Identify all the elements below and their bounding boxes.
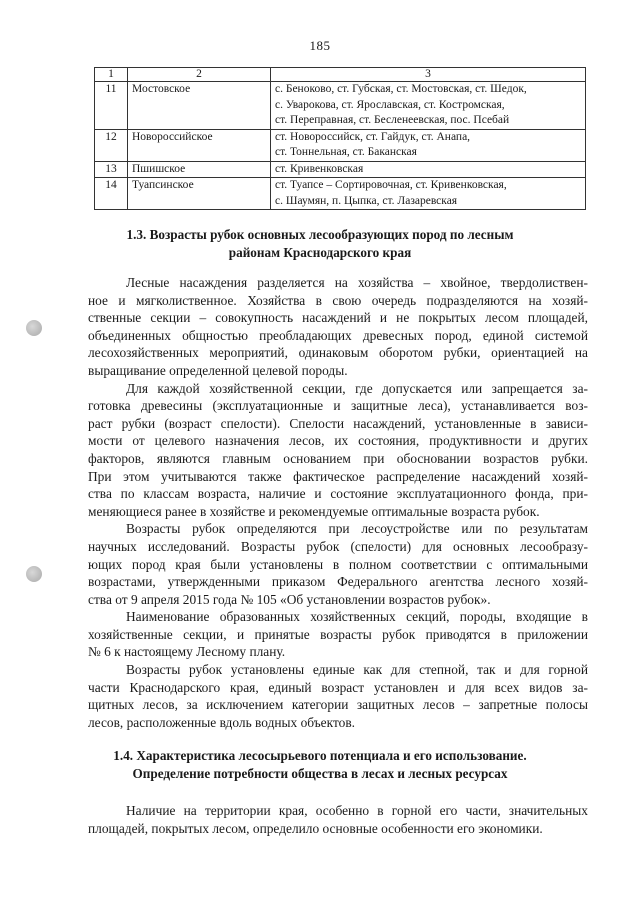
stations-line: с. Шаумян, п. Цыпка, ст. Лазаревская bbox=[275, 194, 458, 207]
stations-line: с. Беноково, ст. Губская, ст. Мостовская, ст. Шедок, bbox=[275, 83, 527, 95]
text-line: хозяйственные секции, и принятые возрасты рубок приводятся в приложении bbox=[88, 626, 588, 642]
text-line: ющих пород края были установлены в полном соответствии с оптимальными bbox=[88, 556, 588, 572]
text-line: Возрасты рубок установлены единые как для степной, так и для горной bbox=[126, 662, 588, 678]
row-number: 12 bbox=[95, 129, 128, 161]
text-line: № 6 к настоящему Лесному плану. bbox=[88, 644, 286, 660]
text-line: лесохозяйственных мероприятий, одинаковым оборотом рубки, ориентацией на bbox=[88, 345, 588, 361]
punch-hole-mark bbox=[26, 320, 42, 336]
text-line: готовка древесины (эксплуатационные и защитные леса), устанавливается воз- bbox=[88, 398, 588, 414]
section-heading-1-4 bbox=[0, 747, 640, 783]
page-number: 185 bbox=[309, 38, 331, 53]
section-body-1-3 bbox=[88, 274, 588, 731]
text-line: Возрасты рубок определяются при лесоустройстве или по результатам bbox=[126, 521, 588, 537]
table-row bbox=[95, 129, 586, 161]
stations-cell bbox=[271, 178, 586, 210]
text-line: меняющиеся ранее в хозяйстве и рекомендуемые оптимальные возраста рубок. bbox=[88, 503, 540, 519]
text-line: ства по классам возраста, наличие и состояние эксплуатационного фонда, при- bbox=[88, 486, 588, 502]
table-row bbox=[95, 161, 586, 178]
stations-line: ст. Туапсе – Сортировочная, ст. Кривенковская, bbox=[275, 179, 507, 191]
stations-line: ст. Новороссийск, ст. Гайдук, ст. Анапа, bbox=[275, 130, 471, 143]
table-header-row bbox=[95, 68, 586, 82]
section-heading-1-3 bbox=[0, 226, 640, 262]
forestry-name: Новороссийское bbox=[128, 129, 271, 161]
stations-cell bbox=[271, 161, 586, 178]
stations-line: с. Уварокова, ст. Ярославская, ст. Костромская, bbox=[275, 98, 505, 111]
text-line: раст рубки (возраст спелости). Спелости насаждений, установленные в зависи- bbox=[88, 415, 588, 431]
stations-cell bbox=[271, 129, 586, 161]
text-line: мости от целевого назначения лесов, их состояния, продуктивности и других bbox=[88, 433, 588, 449]
text-line: При этом учитываются также фактическое распределение насаждений хозяй- bbox=[88, 468, 588, 484]
stations-cell bbox=[271, 82, 586, 130]
text-line: выращивание определенной целевой породы. bbox=[88, 362, 348, 378]
heading-line: районам Краснодарского края bbox=[228, 245, 412, 260]
text-line: Наличие на территории края, особенно в горной его части, значительных bbox=[126, 803, 588, 818]
forestry-name: Туапсинское bbox=[128, 178, 271, 210]
text-line: Лесные насаждения разделяется на хозяйства – хвойное, твердолиствен- bbox=[126, 275, 588, 290]
text-line: объединенных общностью преобладающих древесных пород, единой системой bbox=[88, 327, 588, 343]
row-number: 11 bbox=[95, 82, 128, 130]
text-line: ственные секции – совокупность насаждений и не покрытых лесом площадей, bbox=[88, 310, 588, 326]
text-line: Наименование образованных хозяйственных секций, породы, входящие в bbox=[126, 609, 588, 625]
row-number: 14 bbox=[95, 178, 128, 210]
text-line: части Краснодарского края, единый возраст установлен и для всех видов за- bbox=[88, 679, 588, 695]
header-cell: 1 bbox=[95, 68, 128, 82]
text-line: ства от 9 апреля 2015 года № 105 «Об установлении возрастов рубок». bbox=[88, 591, 491, 607]
stations-line: ст. Переправная, ст. Бесленеевская, пос. Псебай bbox=[275, 114, 510, 126]
stations-line: ст. Кривенковская bbox=[275, 162, 364, 175]
heading-line: 1.3. Возрасты рубок основных лесообразующих пород по лесным bbox=[126, 227, 514, 242]
text-line: научных исследований. Возрасты рубок (спелости) для основных лесообразу- bbox=[88, 538, 588, 554]
text-line: лесов, расположенные вдоль водных объектов. bbox=[88, 714, 355, 730]
text-line: щитных лесов, за исключением категории защитных лесов – запретные полосы bbox=[88, 697, 588, 713]
section-body-1-4 bbox=[88, 802, 588, 837]
forestry-name: Мостовское bbox=[128, 82, 271, 130]
table-row bbox=[95, 178, 586, 210]
row-number: 13 bbox=[95, 161, 128, 178]
forestry-table bbox=[94, 67, 586, 210]
stations-line: ст. Тоннельная, ст. Баканская bbox=[275, 146, 417, 158]
text-line: площадей, покрытых лесом, определило основные особенности его экономики. bbox=[88, 820, 543, 836]
text-line: факторов, являются главным основанием при обосновании возрастов рубки. bbox=[88, 450, 588, 466]
header-cell: 2 bbox=[128, 68, 271, 82]
text-line: возрастами, утвержденными приказом Федерального агентства лесного хозяй- bbox=[88, 574, 588, 590]
table-row bbox=[95, 82, 586, 130]
heading-line: Определение потребности общества в лесах и лесных ресурсах bbox=[132, 766, 508, 781]
punch-hole-mark bbox=[26, 566, 42, 582]
text-line: Для каждой хозяйственной секции, где допускается или запрещается за- bbox=[126, 380, 588, 396]
heading-line: 1.4. Характеристика лесосырьевого потенциала и его использование. bbox=[113, 748, 527, 763]
header-cell: 3 bbox=[271, 68, 586, 82]
text-line: ное и мягколиственное. Хозяйства в свою очередь подразделяются на хозяй- bbox=[88, 292, 588, 308]
forestry-name: Пшишское bbox=[128, 161, 271, 178]
